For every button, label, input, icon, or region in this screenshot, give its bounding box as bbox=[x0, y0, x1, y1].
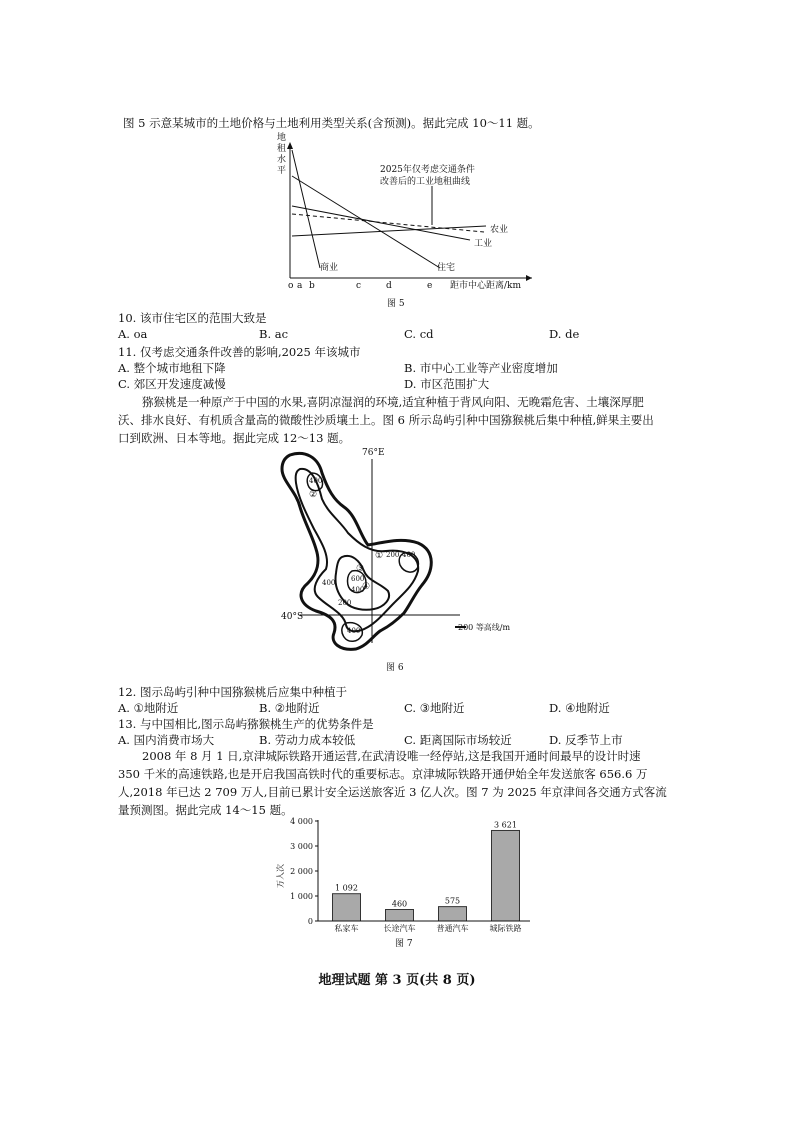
q12-option-d: D. ④地附近 bbox=[549, 701, 610, 715]
figure-5 bbox=[0, 128, 794, 328]
fig7-value-label: 1 092 bbox=[335, 883, 358, 893]
fig6-label-400-w: 400 bbox=[322, 579, 336, 587]
q12-option-c: C. ③地附近 bbox=[404, 701, 465, 715]
q11-option-c: C. 郊区开发速度减慢 bbox=[118, 377, 226, 391]
fig6-label-200-s: 200 bbox=[338, 599, 352, 607]
q11-stem: 11. 仅考虑交通条件改善的影响,2025 年该城市 bbox=[118, 345, 361, 359]
fig5-label-com: 商业 bbox=[320, 263, 339, 273]
q13-option-d: D. 反季节上市 bbox=[549, 733, 623, 747]
fig5-tick-c: c bbox=[356, 281, 362, 291]
q12-option-a: A. ①地附近 bbox=[118, 701, 179, 715]
q13-stem: 13. 与中国相比,图示岛屿猕猴桃生产的优势条件是 bbox=[118, 717, 374, 731]
q10-option-c: C. cd bbox=[404, 327, 434, 341]
fig7-ytick-label: 1 000 bbox=[290, 892, 313, 901]
fig6-label-400-ne: 400 bbox=[402, 551, 416, 559]
fig7-category-label: 普通汽车 bbox=[436, 924, 469, 933]
fig6-label-200-c: 200 bbox=[386, 551, 400, 559]
fig5-label-res: 住宅 bbox=[437, 263, 456, 273]
fig5-ylabel-2: 租 bbox=[277, 144, 287, 154]
figure-7-chart bbox=[0, 812, 794, 952]
fig6-label-400-c: 400 bbox=[351, 586, 365, 594]
fig6-marker-2: ② bbox=[309, 490, 318, 500]
fig6-label-400-s: 400 bbox=[347, 627, 361, 635]
para-rail-2: 350 千米的高速铁路,也是开启我国高铁时代的重要标志。京津城际铁路开通伊始全年发送旅客 656.6 万 bbox=[118, 767, 648, 781]
q12-stem: 12. 图示岛屿引种中国猕猴桃后应集中种植于 bbox=[118, 685, 347, 699]
fig7-ytick-label: 3 000 bbox=[290, 842, 313, 851]
fig5-agri-line bbox=[292, 226, 486, 236]
fig7-value-label: 3 621 bbox=[494, 820, 517, 830]
q13-option-c: C. 距离国际市场较近 bbox=[404, 733, 512, 747]
fig7-value-label: 575 bbox=[444, 896, 461, 906]
fig7-bar bbox=[439, 907, 467, 921]
fig5-2025-industrial-line bbox=[292, 214, 484, 232]
fig6-caption: 图 6 bbox=[386, 663, 404, 673]
fig6-marker-1: ① bbox=[375, 551, 384, 561]
para-rail-1: 2008 年 8 月 1 日,京津城际铁路开通运营,在武清设唯一经停站,这是我国开通时间最早的设计时速 bbox=[142, 749, 641, 763]
fig5-annotation-1: 2025年仅考虑交通条件 bbox=[380, 165, 475, 175]
fig5-residential-line bbox=[292, 176, 440, 268]
fig5-ylabel-4: 平 bbox=[277, 166, 287, 176]
para-kiwi-2: 沃、排水良好、有机质含量高的微酸性沙质壤土上。图 6 所示岛屿引种中国猕猴桃后集中种植,鲜果主要出 bbox=[118, 413, 654, 427]
q13-option-a: A. 国内消费市场大 bbox=[118, 733, 215, 747]
fig7-category-label: 长途汽车 bbox=[383, 924, 416, 933]
fig5-label-ind: 工业 bbox=[474, 239, 493, 249]
q10-option-b: B. ac bbox=[259, 327, 289, 341]
q11-option-b: B. 市中心工业等产业密度增加 bbox=[404, 361, 558, 375]
intro-fig5: 图 5 示意某城市的土地价格与土地利用类型关系(含预测)。据此完成 10～11 题。 bbox=[123, 116, 540, 130]
q10-stem: 10. 该市住宅区的范围大致是 bbox=[118, 311, 267, 325]
fig7-ytick-label: 2 000 bbox=[290, 867, 313, 876]
fig6-legend: 200 等高线/m bbox=[458, 623, 511, 632]
figure-6 bbox=[0, 445, 794, 675]
fig6-lat: 40°S bbox=[281, 612, 304, 622]
fig5-tick-o: o bbox=[288, 281, 294, 291]
q11-option-d: D. 市区范围扩大 bbox=[404, 377, 490, 391]
fig7-bar bbox=[333, 894, 361, 921]
fig5-tick-a: a bbox=[297, 281, 303, 291]
fig7-category-label: 私家车 bbox=[334, 924, 359, 933]
q11-option-a: A. 整个城市地租下降 bbox=[118, 361, 226, 375]
fig5-annotation-2: 改善后的工业地租曲线 bbox=[380, 177, 471, 187]
fig7-ytick-label: 4 000 bbox=[290, 817, 313, 826]
fig6-label-600: 600 bbox=[351, 575, 365, 583]
fig6-marker-4: ④ bbox=[362, 582, 371, 592]
page-footer: 地理试题 第 3 页(共 8 页) bbox=[318, 973, 476, 988]
fig7-value-label: 460 bbox=[391, 899, 408, 909]
fig7-bar bbox=[386, 910, 414, 922]
fig5-caption: 图 5 bbox=[387, 299, 405, 309]
para-kiwi-1: 猕猴桃是一种原产于中国的水果,喜阴凉湿润的环境,适宜种植于背风向阳、无晚霜危害、土壤深厚肥 bbox=[142, 395, 644, 409]
fig5-tick-d: d bbox=[386, 281, 392, 291]
fig7-bar bbox=[492, 830, 520, 921]
q13-option-b: B. 劳动力成本较低 bbox=[259, 733, 356, 747]
q10-option-a: A. oa bbox=[118, 327, 148, 341]
fig6-marker-3: ③ bbox=[356, 564, 365, 574]
fig6-lon: 76°E bbox=[362, 448, 385, 458]
fig5-tick-b: b bbox=[309, 281, 315, 291]
fig5-tick-e: e bbox=[427, 281, 433, 291]
fig7-category-label: 城际铁路 bbox=[489, 924, 522, 933]
q10-option-d: D. de bbox=[549, 327, 580, 341]
fig7-ylabel: 万人次 bbox=[276, 864, 285, 888]
para-rail-4: 量预测图。据此完成 14～15 题。 bbox=[118, 803, 293, 817]
fig5-ylabel-3: 水 bbox=[277, 155, 287, 165]
fig7-ytick-label: 0 bbox=[307, 917, 313, 926]
fig6-label-400-n: 400 bbox=[309, 477, 323, 485]
fig5-label-agri: 农业 bbox=[490, 225, 509, 235]
para-kiwi-3: 口到欧洲、日本等地。据此完成 12～13 题。 bbox=[118, 431, 351, 445]
fig5-ylabel-1: 地 bbox=[277, 133, 287, 143]
para-rail-3: 人,2018 年已达 2 709 万人,目前已累计安全运送旅客近 3 亿人次。图 7 为 2025 年京津间各交通方式客流 bbox=[118, 785, 667, 799]
fig5-xlabel: 距市中心距离/km bbox=[450, 281, 522, 291]
q12-option-b: B. ②地附近 bbox=[259, 701, 320, 715]
fig7-caption: 图 7 bbox=[395, 939, 413, 949]
